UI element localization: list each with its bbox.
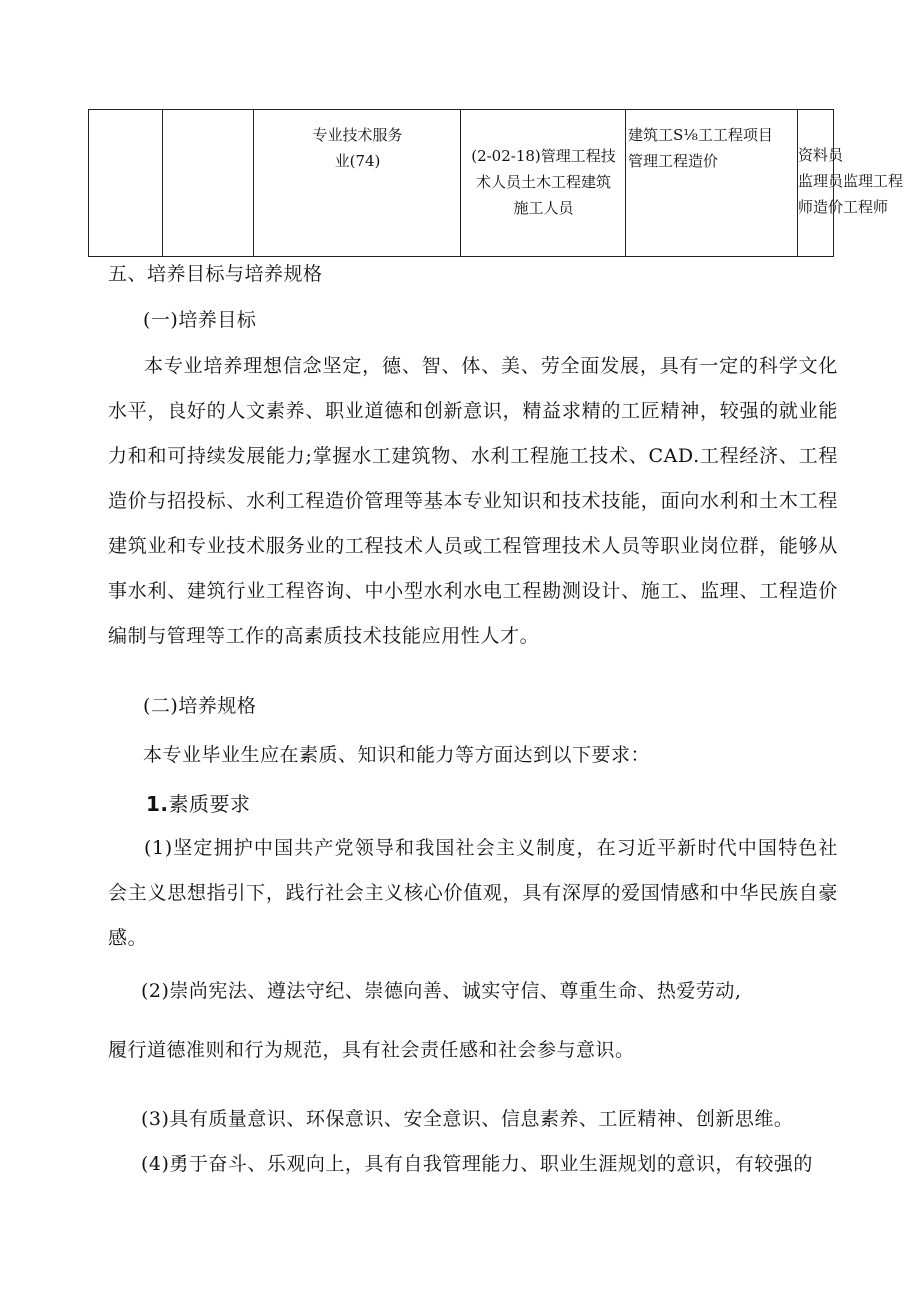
section-5-title: 五、培养目标与培养规格: [108, 263, 323, 285]
occupation-line-1: (2-02-18)管理工程技: [471, 147, 616, 165]
industry-line-2: 业(74): [334, 152, 381, 170]
certificates-line-1: 资料员: [798, 146, 844, 164]
table-cell-empty-2: [163, 110, 254, 256]
table-cell-industry: [254, 110, 461, 256]
occupation-table: [88, 109, 904, 257]
quality-item-2-line-1: (2)崇尚宪法、遵法守纪、崇德向善、诚实守信、尊重生命、热爱劳动,: [141, 980, 742, 1002]
quality-item-4: (4)勇于奋斗、乐观向上，具有自我管理能力、职业生涯规划的意识，有较强的: [141, 1153, 813, 1175]
quality-title: 素质要求: [168, 792, 251, 816]
table-cell-positions: [626, 110, 798, 256]
table-cell-empty-1: [89, 110, 163, 256]
occupation-line-3: 施工人员: [513, 199, 574, 217]
industry-line-1: 专业技术服务: [312, 126, 403, 144]
table-cell-certificates: [798, 110, 904, 256]
positions-line-1: 建筑工S⅛工工程项目: [628, 126, 773, 144]
table-cell-occupation: [461, 110, 626, 256]
goal-paragraph: 本专业培养理想信念坚定，德、智、体、美、劳全面发展，具有一定的科学文化水平，良好的人文素养、职业道德和创新意识，精益求精的工匠精神，较强的就业能力和和可持续发展能力;掌握水工建筑物、水利工程施工技术、CAD.工程经济、工程造价与招投标、水利工程造价管理等基本专业知识和技术技能，面向水利和土木工程建筑业和专业技术服务业的工程技术人员或工程管理技术人员等职业岗位群，能够从事水利、建筑行业工程咨询、中小型水利水电工程勘测设计、施工、监理、工程造价编制与管理等工作的高素质技术技能应用性人才。: [108, 355, 838, 647]
quality-number: 1.: [146, 792, 169, 816]
subsection-spec-title: (二)培养规格: [143, 695, 257, 717]
quality-item-2-line-2: 履行道德准则和行为规范，具有社会责任感和社会参与意识。: [108, 1039, 635, 1061]
quality-item-3: (3)具有质量意识、环保意识、安全意识、信息素养、工匠精神、创新思维。: [141, 1108, 794, 1130]
positions-line-2: 管理工程造价: [628, 152, 719, 170]
quality-item-1: (1)坚定拥护中国共产党领导和我国社会主义制度，在习近平新时代中国特色社会主义思想指引下，践行社会主义核心价值观，具有深厚的爱国情感和中华民族自豪感。: [108, 837, 838, 949]
occupation-line-2: 术人员土木工程建筑: [475, 173, 611, 191]
spec-intro: 本专业毕业生应在素质、知识和能力等方面达到以下要求：: [143, 744, 651, 766]
certificates-line-2: 监理员监理工程: [798, 172, 904, 190]
certificates-line-3: 师造价工程师: [798, 198, 889, 216]
subsection-goal-title: (一)培养目标: [143, 309, 257, 331]
quality-heading: [146, 788, 251, 817]
